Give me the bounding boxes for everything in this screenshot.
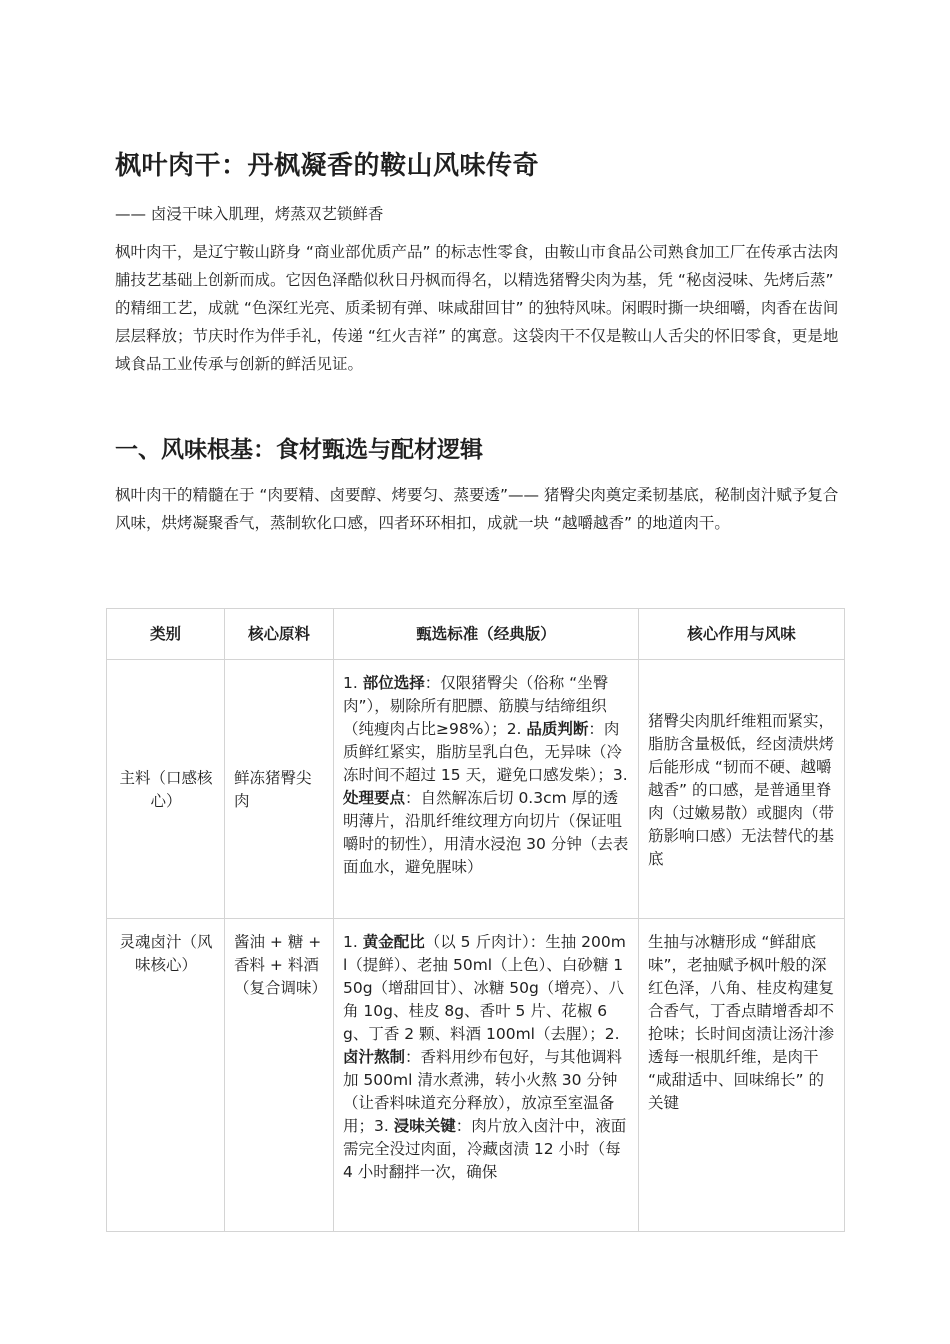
table-row — [107, 919, 845, 1232]
standard-text: 1. 黄金配比（以 5 斤肉计）：生抽 200ml（提鲜）、老抽 50ml（上色）、白砂糖 150g（增甜回甘）、冰糖 50g（增亮）、八角 10g、桂皮 8g、香叶 5 片、花椒 6g、丁香 2 颗、料酒 100ml（去腥）；2. 卤汁熬制：香料用纱布包好，与其他调料加 500ml 清水煮沸，转小火熬 30 分钟（让香料味道充分释放），放凉至室温备用；3. 浸味关键：肉片放入卤汁中，液面需完全没过肉面，冷藏卤渍 12 小时（每 4 小时翻拌一次，确保 — [343, 933, 627, 1181]
page-subtitle: —— 卤浸干味入肌理，烤蒸双艺锁鲜香 — [115, 205, 384, 223]
ingredient-table — [106, 608, 845, 1232]
category-cell: 主料（口感核心） — [107, 660, 225, 919]
table-header-cell: 核心作用与风味 — [639, 609, 845, 660]
effect-cell: 猪臀尖肉肌纤维粗而紧实，脂肪含量极低，经卤渍烘烤后能形成 “韧而不硬、越嚼越香” 的口感，是普通里脊肉（过嫩易散）或腿肉（带筋影响口感）无法替代的基底 — [639, 660, 845, 919]
table-header-cell: 甄选标准（经典版） — [334, 609, 639, 660]
bold-label: 部位选择 — [362, 674, 425, 692]
bold-label: 处理要点 — [343, 789, 406, 807]
bold-label: 品质判断 — [526, 720, 589, 738]
standard-cell: 1. 部位选择：仅限猪臀尖（俗称 “坐臀肉”），剔除所有肥膘、筋膜与结缔组织（纯瘦肉占比≥98%）；2. 品质判断：肉质鲜红紧实，脂肪呈乳白色，无异味（冷冻时间不超过 15 天，避免口感发柴）；3. 处理要点：自然解冻后切 0.3cm 厚的透明薄片，沿肌纤维纹理方向切片（保证咀嚼时的韧性），用清水浸泡 30 分钟（去表面血水，避免腥味） — [334, 660, 639, 919]
bold-label: 黄金配比 — [362, 933, 425, 951]
standard-cell — [334, 919, 639, 1232]
table-header-cell: 类别 — [107, 609, 225, 660]
material-cell: 酱油 + 糖 + 香料 + 料酒（复合调味） — [225, 919, 334, 1232]
category-cell: 灵魂卤汁（风味核心） — [107, 919, 225, 1232]
effect-cell: 生抽与冰糖形成 “鲜甜底味”，老抽赋予枫叶般的深红色泽，八角、桂皮构建复合香气，丁香点睛增香却不抢味；长时间卤渍让汤汁渗透每一根肌纤维，是肉干 “咸甜适中、回味绵长” 的关键 — [639, 919, 845, 1232]
section-paragraph: 枫叶肉干的精髓在于 “肉要精、卤要醇、烤要匀、蒸要透”—— 猪臀尖肉奠定柔韧基底，秘制卤汁赋予复合风味，烘烤凝聚香气，蒸制软化口感，四者环环相扣，成就一块 “越嚼越香” 的地道肉干。 — [115, 486, 839, 532]
table-header-row — [107, 609, 845, 660]
table-row — [107, 660, 845, 919]
intro-paragraph: 枫叶肉干，是辽宁鞍山跻身 “商业部优质产品” 的标志性零食，由鞍山市食品公司熟食加工厂在传承古法肉脯技艺基础上创新而成。它因色泽酷似秋日丹枫而得名，以精选猪臀尖肉为基，凭 “秘卤浸味、先烤后蒸” 的精细工艺，成就 “色深红光亮、质柔韧有弹、味咸甜回甘” 的独特风味。闲暇时撕一块细嚼，肉香在齿间层层释放；节庆时作为伴手礼，传递 “红火吉祥” 的寓意。这袋肉干不仅是鞍山人舌尖的怀旧零食，更是地域食品工业传承与创新的鲜活见证。 — [115, 243, 839, 373]
bold-label: 卤汁熬制 — [343, 1048, 406, 1066]
bold-label: 浸味关键 — [393, 1117, 456, 1135]
section-heading: 一、风味根基：食材甄选与配材逻辑 — [115, 437, 483, 463]
material-cell: 鲜冻猪臀尖肉 — [225, 660, 334, 919]
page-title: 枫叶肉干：丹枫凝香的鞍山风味传奇 — [115, 151, 540, 181]
table-header-cell: 核心原料 — [225, 609, 334, 660]
